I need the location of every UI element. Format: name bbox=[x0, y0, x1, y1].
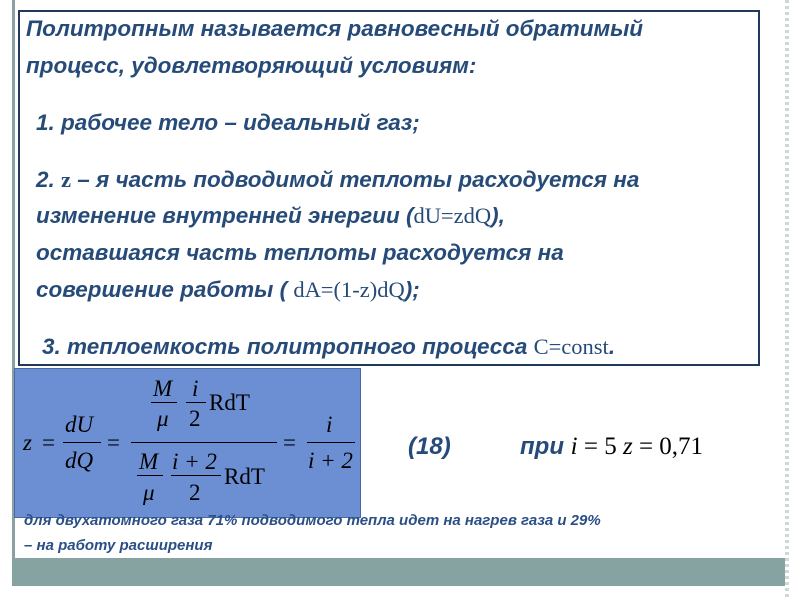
condition-2-prefix: 2. bbox=[36, 167, 62, 192]
formula-fraction-bar-i-top bbox=[186, 402, 206, 403]
condition-3-text: 3. теплоемкость политропного процесса bbox=[42, 334, 534, 359]
formula-du: dU bbox=[65, 412, 94, 437]
formula-i-result-top: i bbox=[326, 412, 333, 437]
formula-mu-top: μ bbox=[157, 406, 169, 431]
condition-2-line-2-text: изменение внутренней энергии ( bbox=[36, 203, 414, 228]
condition-2-line-2 bbox=[36, 203, 505, 229]
condition-i-var: i bbox=[570, 433, 578, 460]
formula-i-top: i bbox=[192, 376, 199, 401]
formula-m-top: M bbox=[153, 376, 173, 401]
condition-2-line-3: оставшаяся часть теплоты расходуется на bbox=[36, 240, 564, 265]
formula-equals-1: = bbox=[42, 430, 55, 455]
condition-3 bbox=[42, 334, 615, 360]
du-formula: dU=zdQ bbox=[413, 203, 492, 228]
formula-rdt-bottom: RdT bbox=[224, 464, 265, 489]
condition-2-line-4 bbox=[36, 277, 420, 303]
condition-3-end: . bbox=[608, 334, 616, 359]
slide-right-decoration bbox=[785, 0, 789, 600]
formula-box bbox=[14, 368, 361, 518]
condition-i-value: = 5 bbox=[577, 433, 623, 460]
formula-two-top: 2 bbox=[189, 406, 201, 431]
formula-i-plus-2-bottom: i + 2 bbox=[172, 449, 217, 474]
definition-line-1: Политропным называется равновесный обратимый bbox=[26, 16, 644, 41]
condition-label: при bbox=[520, 433, 571, 460]
da-formula: dA=(1-z)dQ bbox=[293, 277, 405, 302]
formula-equals-2: = bbox=[107, 430, 120, 455]
formula-m-bottom: M bbox=[139, 449, 159, 474]
slide-bottom-bar bbox=[12, 558, 785, 586]
condition-z-value: = 0,71 bbox=[632, 433, 704, 460]
note-line-2: – на работу расширения bbox=[24, 537, 213, 554]
note-line-1: для двухатомного газа 71% подводимого тепла идет на нагрев газа и 29% bbox=[24, 512, 601, 529]
condition-2-line-1 bbox=[36, 167, 639, 193]
formula-two-bottom: 2 bbox=[189, 480, 201, 505]
condition-2-text: – я часть подводимой теплоты расходуется на bbox=[71, 167, 640, 192]
formula-fraction-bar-1 bbox=[63, 442, 101, 443]
formula-mu-bottom: μ bbox=[143, 480, 155, 505]
formula-lhs-z: z bbox=[23, 430, 32, 455]
condition-1: 1. рабочее тело – идеальный газ; bbox=[36, 110, 420, 135]
condition-2-var-z: z bbox=[61, 167, 72, 192]
definition-line-2: процесс, удовлетворяющий условиям: bbox=[26, 53, 477, 78]
formula-rdt-top: RdT bbox=[209, 390, 250, 415]
formula-fraction-bar-result bbox=[307, 442, 355, 443]
formula-equals-3: = bbox=[283, 430, 296, 455]
formula-main-fraction-bar bbox=[131, 442, 277, 443]
formula-i-plus-2-result: i + 2 bbox=[308, 448, 353, 473]
condition-2-line-2-end: ), bbox=[491, 203, 505, 228]
condition-value bbox=[520, 433, 703, 461]
condition-z-var: z bbox=[622, 433, 633, 460]
condition-2-line-4-text: совершение работы ( bbox=[36, 277, 294, 302]
c-const-formula: C=const bbox=[533, 334, 609, 359]
equation-number: (18) bbox=[408, 433, 451, 460]
formula-fraction-bar-i-plus-2-bottom bbox=[171, 475, 221, 476]
formula-fraction-bar-m-bottom bbox=[137, 475, 163, 476]
condition-2-line-4-end: ); bbox=[404, 277, 420, 302]
formula-dq: dQ bbox=[65, 448, 94, 473]
formula-fraction-bar-m-top bbox=[151, 402, 177, 403]
